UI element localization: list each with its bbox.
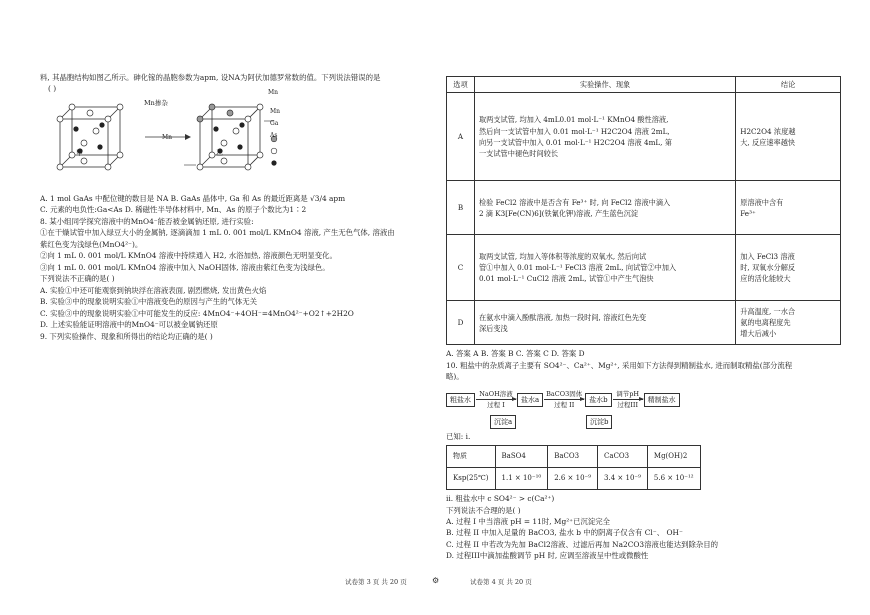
crystal-figure: [50, 89, 428, 189]
q10-option-c: C. 过程 II 中若改为先加 BaCl2溶液、过滤后再加 Na2CO3溶液也能达到除杂目的: [446, 539, 719, 549]
op-line: 然后向一支试管中加入 0.01 mol·L⁻¹ H2C2O4 溶液 2mL,: [478, 126, 670, 136]
ksp-cell: BaSO4: [495, 446, 548, 468]
con-line: 加入 FeCl3 溶液: [740, 251, 795, 261]
con-line: 大, 反应速率越快: [740, 137, 796, 147]
header-option: 选项: [447, 77, 475, 93]
header-operation: 实验操作、现象: [474, 77, 735, 93]
row-operation: [474, 301, 735, 345]
step2-label: 过程 II: [554, 400, 575, 409]
row-operation: [474, 235, 735, 301]
mn-left-label: Mn: [162, 134, 173, 141]
legend-mn-top: Mn: [268, 89, 279, 96]
con-line: 时, 双氧水分解反: [740, 263, 796, 273]
q7-stem-line2: ( ): [48, 84, 57, 94]
q7-stem-line1: 料, 其晶胞结构如图乙所示。砷化镓的晶胞参数为apm, 设NA为阿伏加德罗常数的值。下列说法错误的是: [40, 73, 381, 82]
q7-option-cd: C. 元素的电负性:Ga<As D. 稀磁性半导体材料中, Mn、As 的原子个数比为1∶2: [40, 205, 307, 215]
q10-option-a: A. 过程 I 中当溶液 pH = 11时, Mg²⁺已沉淀完全: [446, 516, 611, 526]
table-row: [447, 181, 841, 235]
step2-reagent: BaCO3固体: [546, 389, 583, 398]
row-conclusion: [736, 93, 841, 181]
ksp-cell: CaCO3: [598, 446, 648, 468]
brine-a-group: [517, 389, 543, 408]
step1-label: 过程 I: [487, 400, 505, 409]
ksp-cell: 5.6 × 10⁻¹²: [647, 468, 700, 490]
op-line: 取两支试管, 均加入等体积等浓度的双氧水, 然后向试: [478, 251, 647, 261]
brine-b-box: 盐水b: [585, 393, 611, 408]
row-operation: [474, 181, 735, 235]
op-line: 检验 FeCl2 溶液中是否含有 Fe³⁺ 时, 向 FeCl2 溶液中滴入: [478, 197, 671, 207]
q8-exp3: ③向 1 mL 0. 001 mol/L KMnO4 溶液中加入 NaOH固体, 溶液由紫红色变为浅绿色。: [40, 262, 330, 272]
ksp-cell: Mg(OH)2: [647, 446, 700, 468]
page-number-right: 试卷第 4 页 共 20 页: [470, 578, 532, 586]
q8-exp2: ②向 1 mL 0. 001 mol/L KMnO4 溶液中持续通入 H2, 水浴加热, 溶液颜色无明显变化。: [40, 251, 337, 261]
op-line: 深后变浅: [478, 323, 508, 333]
legend-mn: Mn: [270, 108, 281, 115]
page-number-left: 试卷第 3 页 共 20 页: [345, 578, 407, 586]
precipitate-a-box: 沉淀a: [490, 415, 516, 430]
left-column: [40, 72, 428, 342]
row-operation: [474, 93, 735, 181]
known-label: 已知: i.: [446, 431, 471, 441]
step3-reagent: 调节pH: [616, 389, 640, 398]
q8-ask: 下列说法不正确的是( ): [40, 274, 115, 284]
q7-option-ab: A. 1 mol GaAs 中配位键的数目是 NA B. GaAs 晶体中, Ga 和 As 的最近距离是 √3/4 apm: [40, 193, 346, 203]
header-conclusion: 结论: [736, 77, 841, 93]
mn-doping-label: Mn掺杂: [144, 99, 168, 107]
legend-as: As: [270, 132, 278, 139]
row-option: B: [447, 181, 475, 235]
ksp-row-values: [447, 468, 701, 490]
q9-answers: A. 答案 A B. 答案 B C. 答案 C D. 答案 D: [446, 349, 585, 359]
step2-arrow: [544, 389, 584, 410]
row-option: D: [447, 301, 475, 345]
ksp-row-substance: [447, 446, 701, 468]
table-header-row: [447, 77, 841, 93]
q8-option-b: B. 实验③中的现象说明实验①中溶液变色的原因与产生的气体无关: [40, 297, 258, 307]
q8-option-d: D. 上述实验能证明溶液中的MnO4⁻可以被金属钠还原: [40, 320, 218, 330]
experiment-table: [446, 76, 841, 345]
con-line: 原溶液中含有: [740, 197, 784, 207]
q10-option-d: D. 过程III中滴加盐酸调节 pH 时, 应调至溶液呈中性或微酸性: [446, 551, 649, 561]
crystal-cell-diagram: [50, 99, 300, 187]
table-row: [447, 301, 841, 345]
q8-exp1: ①在干燥试管中加入绿豆大小的金属钠, 逐滴滴加 1 mL 0. 001 mol/L KMnO4 溶液, 产生无色气体, 溶液由: [40, 228, 395, 238]
precipitate-b-box: 沉淀b: [586, 415, 612, 430]
row-option: C: [447, 235, 475, 301]
q10-option-b: B. 过程 II 中加入足量的 BaCO3, 盐水 b 中的阴离子仅含有 Cl⁻、 OH⁻: [446, 528, 683, 538]
con-line: 升高温度, 一水合: [740, 306, 796, 316]
refined-brine-box: 精制盐水: [644, 393, 680, 408]
op-line: 管①中加入 0.01 mol·L⁻¹ FeCl3 溶液 2mL, 向试管②中加入: [478, 263, 677, 273]
q8-exp1-cont: 紫红色变为浅绿色(MnO4²⁻)。: [40, 239, 143, 249]
ksp-cell: 1.1 × 10⁻¹⁰: [495, 468, 548, 490]
ksp-cell: 2.6 × 10⁻⁹: [548, 468, 598, 490]
ksp-cell: 3.4 × 10⁻⁹: [598, 468, 648, 490]
cell-label-jia: 甲: [76, 149, 83, 157]
op-line: 2 滴 K3[Fe(CN)6](铁氰化钾)溶液, 产生蓝色沉淀: [478, 208, 639, 218]
op-line: 一支试管中褪色时间较长: [478, 148, 559, 158]
step3-arrow: [613, 389, 643, 410]
op-line: 向另一支试管中加入 0.01 mol·L⁻¹ H2C2O4 溶液 4mL, 第: [478, 137, 672, 147]
ksp-cell: BaCO3: [548, 446, 598, 468]
table-row: [447, 93, 841, 181]
row-option: A: [447, 93, 475, 181]
crude-brine-box: 粗盐水: [446, 393, 475, 408]
ksp-cell: Ksp(25℃): [447, 468, 496, 490]
row-conclusion: [736, 301, 841, 345]
con-line: H2C2O4 浓度越: [740, 126, 796, 136]
op-line: 在氨水中滴入酚酞溶液, 加热一段时间, 溶液红色先变: [478, 312, 647, 322]
q10-stem-line1: 10. 粗盐中的杂质离子主要有 SO4²⁻、Ca²⁺、Mg²⁺, 采用如下方法得到精制盐水, 进而制取精盐(部分流程: [446, 360, 793, 370]
step1-reagent: NaOH溶液: [479, 389, 513, 398]
brine-a-box: 盐水a: [517, 393, 543, 408]
con-line: Fe³⁺: [740, 208, 756, 218]
row-conclusion: [736, 181, 841, 235]
ksp-cell: 物质: [447, 446, 496, 468]
known-ii: ii. 粗盐水中 c SO4²⁻ > c(Ca²⁺): [446, 494, 555, 504]
con-line: 氨的电离程度先: [740, 318, 791, 328]
con-line: 应的活化能较大: [740, 274, 791, 284]
cell-label-yi: 乙: [216, 149, 223, 157]
gear-icon: ⚙: [432, 576, 440, 585]
row-conclusion: [736, 235, 841, 301]
table-row: [447, 235, 841, 301]
con-line: 增大后减小: [740, 329, 777, 339]
legend-ga: Ga: [270, 120, 279, 127]
q9-stem: 9. 下列实验操作、现象和所得出的结论均正确的是( ): [40, 331, 213, 341]
right-column: [446, 76, 841, 562]
q8-stem: 8. 某小组同学探究溶液中的MnO4⁻能否被金属钠还原, 进行实验:: [40, 216, 254, 226]
op-line: 取两支试管, 均加入 4mL0.01 mol·L⁻¹ KMnO4 酸性溶液,: [478, 115, 669, 125]
op-line: 0.01 mol·L⁻¹ CuCl2 溶液 2mL, 试管①中产生气泡快: [478, 274, 654, 284]
q8-option-c: C. 实验③中的现象说明实验①中可能发生的反应: 4MnO4⁻+4OH⁻=4MnO4²⁻+O2↑+2H2O: [40, 308, 354, 318]
process-flow: [446, 389, 841, 427]
step1-arrow: [476, 389, 516, 410]
step3-label: 过程III: [617, 400, 639, 409]
q10-ask: 下列说法不合理的是( ): [446, 505, 521, 515]
q8-option-a: A. 实验①中还可能观察到钠块浮在溶液表面, 剧烈燃烧, 发出黄色火焰: [40, 285, 267, 295]
q10-stem-line2: 略)。: [446, 372, 464, 382]
ksp-table: [446, 445, 701, 490]
